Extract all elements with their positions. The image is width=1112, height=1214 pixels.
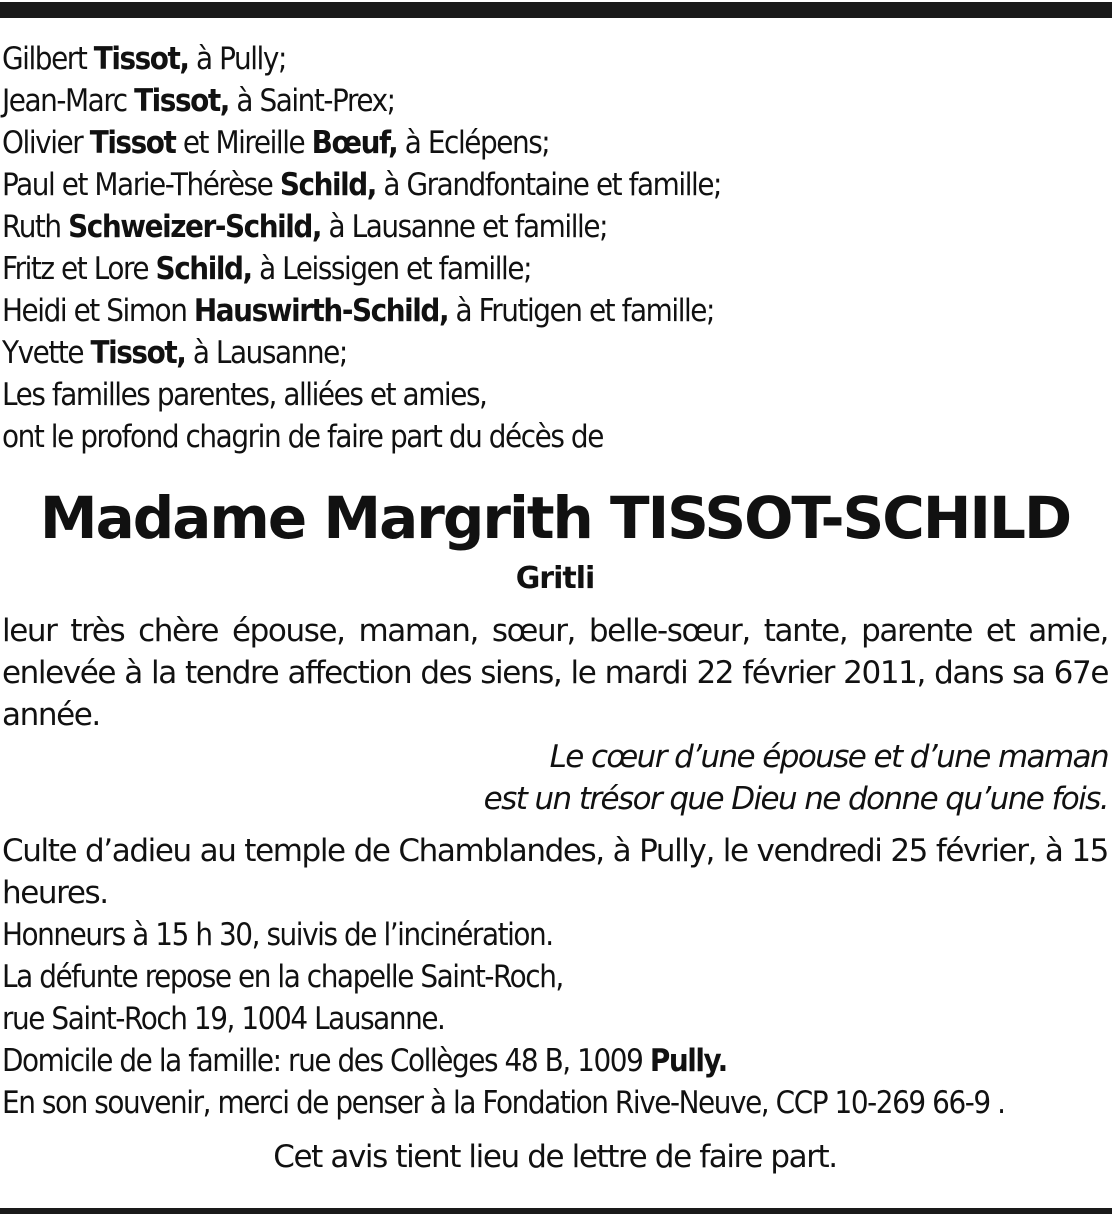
closing-line: Cet avis tient lieu de lettre de faire part. xyxy=(273,1139,837,1175)
intro-line: ont le profond chagrin de faire part du décès de xyxy=(2,419,603,455)
detail-line: rue Saint-Roch 19, 1004 Lausanne. xyxy=(2,1001,445,1037)
deceased-description: leur très chère épouse, maman, sœur, belle-sœur, tante, parente et amie, enlevée à la tendre affection des siens, le mardi 22 février 2011, dans sa 67e année. xyxy=(2,613,1108,733)
family-line: Heidi et Simon Hauswirth-Schild, à Frutigen et famille; xyxy=(2,293,714,329)
service-info: Culte d’adieu au temple de Chamblandes, à Pully, le vendredi 25 février, à 15 heures. xyxy=(2,833,1108,911)
family-line: Jean-Marc Tissot, à Saint-Prex; xyxy=(2,83,395,119)
detail-line: Honneurs à 15 h 30, suivis de l’incinération. xyxy=(2,917,553,953)
family-line: Yvette Tissot, à Lausanne; xyxy=(2,335,347,371)
intro-line: Les familles parentes, alliées et amies, xyxy=(2,377,487,413)
memorial-quote xyxy=(2,736,1108,820)
notice-content xyxy=(2,38,1108,1178)
family-line: Fritz et Lore Schild, à Leissigen et famille; xyxy=(2,251,532,287)
family-line: Gilbert Tissot, à Pully; xyxy=(2,41,286,77)
quote-line: Le cœur d’une épouse et d’une maman xyxy=(549,739,1108,775)
family-line: Ruth Schweizer-Schild, à Lausanne et famille; xyxy=(2,209,608,245)
domicile-line: Domicile de la famille: rue des Collèges 48 B, 1009 Pully. xyxy=(2,1043,727,1079)
family-line: Paul et Marie-Thérèse Schild, à Grandfontaine et famille; xyxy=(2,167,722,203)
bottom-rule xyxy=(0,1208,1112,1214)
top-rule xyxy=(0,2,1112,18)
family-list xyxy=(2,38,1108,458)
quote-line: est un trésor que Dieu ne donne qu’une fois. xyxy=(483,781,1108,817)
deceased-nickname: Gritli xyxy=(515,561,595,596)
donation-line: En son souvenir, merci de penser à la Fondation Rive-Neuve, CCP 10-269 66-9 . xyxy=(2,1085,1005,1121)
family-line: Olivier Tissot et Mireille Bœuf, à Eclépens; xyxy=(2,125,550,161)
detail-line: La défunte repose en la chapelle Saint-Roch, xyxy=(2,959,563,995)
deceased-name: Madame Margrith TISSOT-SCHILD xyxy=(39,484,1071,552)
